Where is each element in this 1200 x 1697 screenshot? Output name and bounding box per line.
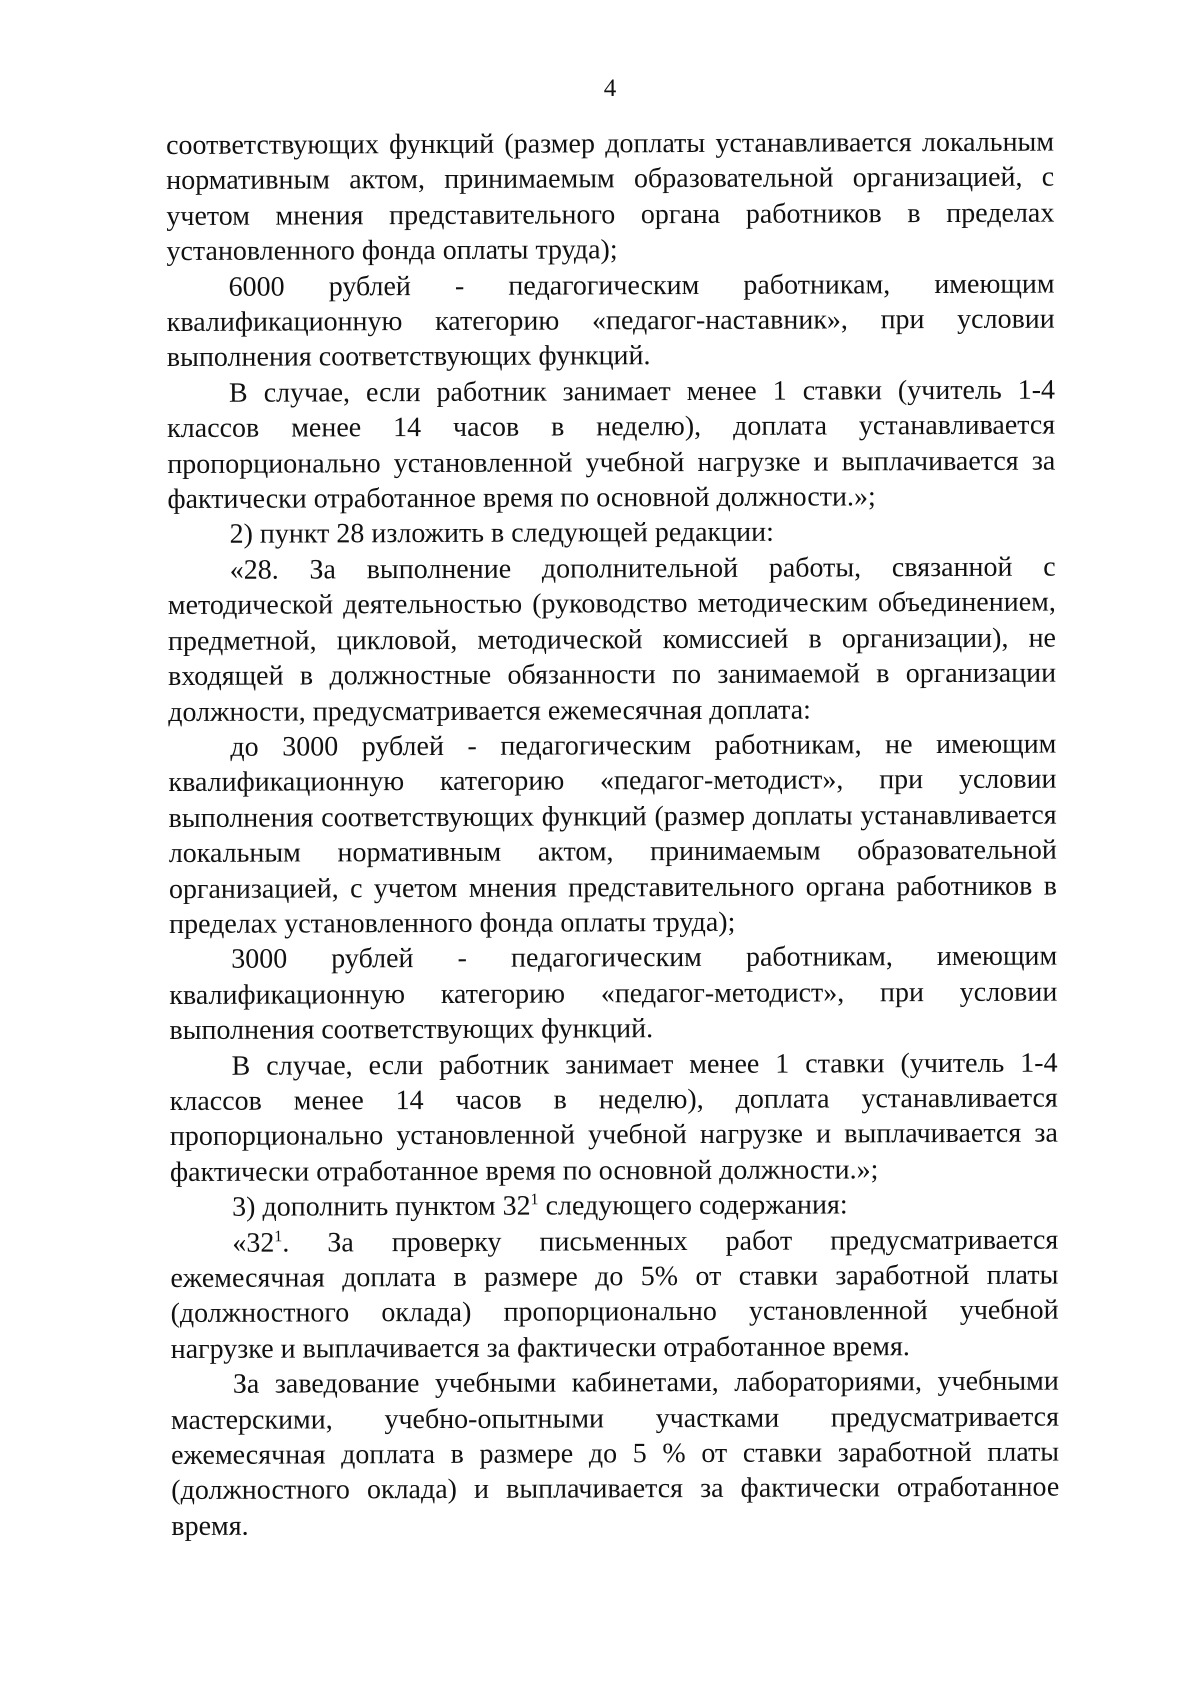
paragraph: [170, 1222, 1059, 1367]
paragraph-text: В случае, если работник занимает менее 1 ставки (учитель 1-4 классов менее 14 часов в неделю), доплата устанавливается пропорционально установленной учебной нагрузке и выплачивается за фактически отработанное время по основной должности.»;: [169, 1047, 1058, 1188]
paragraph: [168, 549, 1057, 729]
paragraph-text: 3000 рублей - педагогическим работникам, имеющим квалификационную категорию «педагог-методист», при условии выполнения соответствующих функций.: [169, 940, 1058, 1047]
paragraph: [170, 1187, 1058, 1226]
paragraph: [171, 1364, 1060, 1544]
paragraph: [166, 125, 1055, 270]
paragraph: [167, 372, 1056, 517]
paragraph-text: В случае, если работник занимает менее 1 ставки (учитель 1-4 классов менее 14 часов в неделю), доплата устанавливается пропорционально установленной учебной нагрузке и выплачивается за фактически отработанное время по основной должности.»;: [167, 374, 1056, 516]
superscript: 1: [530, 1191, 539, 1209]
paragraph-text: . За проверку письменных работ предусматривается ежемесячная доплата в размере до 5% от ставки заработной платы (должностного оклада) пропорционально установленной учебной нагрузке и выплачивается за фактически отработанное время.: [170, 1224, 1059, 1365]
paragraph: [167, 266, 1055, 376]
paragraph: [169, 939, 1057, 1049]
paragraph-text: 6000 рублей - педагогическим работникам, имеющим квалификационную категорию «педагог-наставник», при условии выполнения соответствующих функций.: [166, 268, 1055, 374]
document-body: [166, 125, 1059, 1545]
paragraph: [167, 514, 1055, 553]
paragraph-text: 2) пункт 28 изложить в следующей редакции:: [229, 517, 774, 551]
paragraph-text: соответствующих функций (размер доплаты устанавливается локальным нормативным актом, принимаемым образовательной организацией, с учетом мнения представительного органа работников в пределах установленного фонда оплаты труда);: [166, 126, 1055, 268]
paragraph-text: За заведование учебными кабинетами, лабораториями, учебными мастерскими, учебно-опытными участками предусматривается ежемесячная доплата в размере до 5 % от ставки заработной платы (должностного оклада) и выплачивается за фактически отработанное время.: [170, 1365, 1060, 1542]
paragraph: [168, 726, 1057, 942]
paragraph-text: 3) дополнить пунктом 32: [232, 1190, 531, 1223]
paragraph: [170, 1045, 1059, 1190]
paragraph-text: «32: [232, 1227, 275, 1259]
paragraph-text: следующего содержания:: [538, 1189, 848, 1222]
paragraph-text: «28. За выполнение дополнительной работы, связанной с методической деятельностью (руководство методическим объединением, предметной, цикловой, методической комиссией в организации), не входящей в должностные обязанности по занимаемой в организации должности, предусматривается ежемесячная доплата:: [167, 551, 1057, 728]
paragraph-text: до 3000 рублей - педагогическим работникам, не имеющим квалификационную категорию «педагог-методист», при условии выполнения соответствующих функций (размер доплаты устанавливается локальным нормативным актом, принимаемым образовательной организацией, с учетом мнения представительного органа работников в пределах установленного фонда оплаты труда);: [168, 728, 1057, 940]
page-number: 4: [603, 75, 617, 102]
superscript: 1: [274, 1227, 283, 1245]
